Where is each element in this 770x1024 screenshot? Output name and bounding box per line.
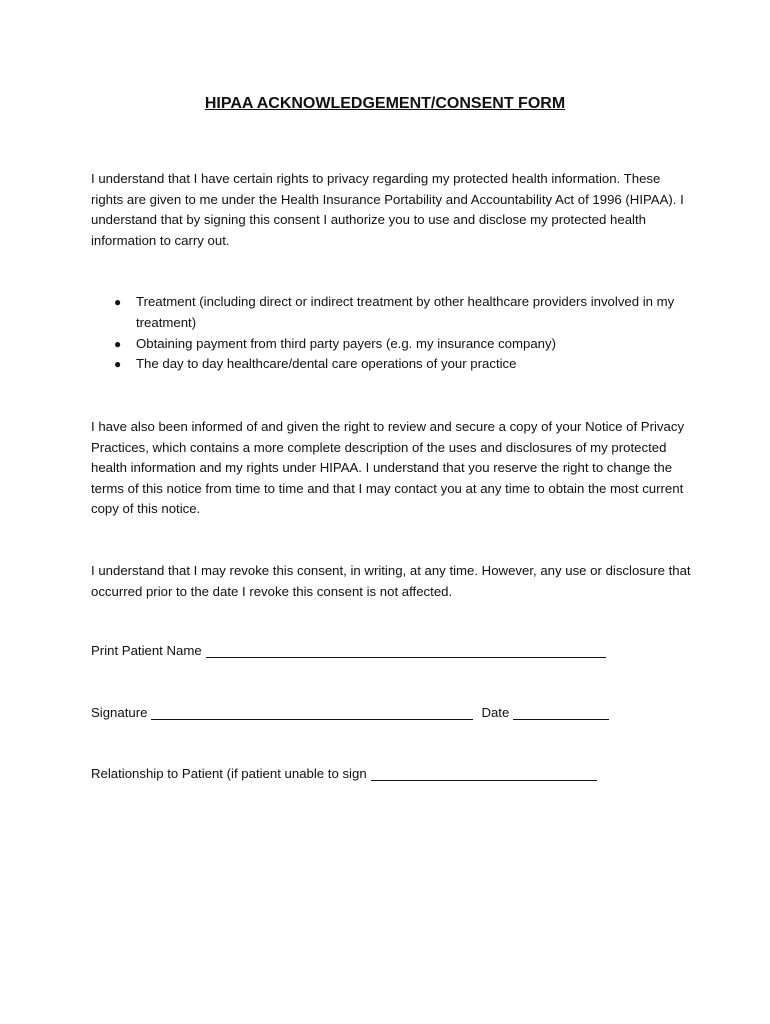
privacy-rights-paragraph: I understand that I have certain rights to privacy regarding my protected health information. These rights are given to me under the Health Insurance Portability and Accountability Act of 1996 (HIPAA). I understand that by signing this consent I authorize you to use and disclose my protected health information to carry out.	[91, 171, 684, 248]
print-name-field[interactable]	[206, 643, 606, 658]
print-name-row	[91, 643, 606, 658]
signature-field[interactable]	[151, 705, 473, 720]
relationship-label: Relationship to Patient (if patient unable to sign	[91, 766, 367, 781]
authorized-uses-list	[110, 292, 690, 375]
list-item-text: Obtaining payment from third party payers (e.g. my insurance company)	[136, 335, 556, 351]
list-item-text: Treatment (including direct or indirect treatment by other healthcare providers involved in my treatment)	[136, 294, 675, 330]
revoke-consent-paragraph: I understand that I may revoke this consent, in writing, at any time. However, any use or disclosure that occurred prior to the date I revoke this consent is not affected.	[91, 563, 691, 599]
list-item	[110, 292, 690, 334]
signature-label: Signature	[91, 705, 148, 720]
notice-of-privacy-paragraph: I have also been informed of and given the right to review and secure a copy of your Notice of Privacy Practices, which contains a more complete description of the uses and disclosures of my protected health information and my rights under HIPAA. I understand that you reserve the right to change the terms of this notice from time to time and that I may contact you at any time to obtain the most current copy of this notice.	[91, 419, 685, 517]
date-field[interactable]	[513, 705, 609, 720]
form-title: HIPAA ACKNOWLEDGEMENT/CONSENT FORM	[204, 95, 566, 112]
list-item	[110, 354, 690, 375]
relationship-row	[91, 766, 597, 781]
list-item-text: The day to day healthcare/dental care operations of your practice	[136, 356, 517, 372]
bullet-icon: ●	[114, 295, 122, 309]
date-label: Date	[481, 705, 510, 720]
list-item	[110, 334, 690, 355]
bullet-icon: ●	[114, 336, 122, 351]
bullet-icon: ●	[114, 357, 122, 372]
relationship-field[interactable]	[371, 766, 597, 781]
signature-row	[91, 705, 609, 720]
print-name-label: Print Patient Name	[91, 643, 202, 658]
